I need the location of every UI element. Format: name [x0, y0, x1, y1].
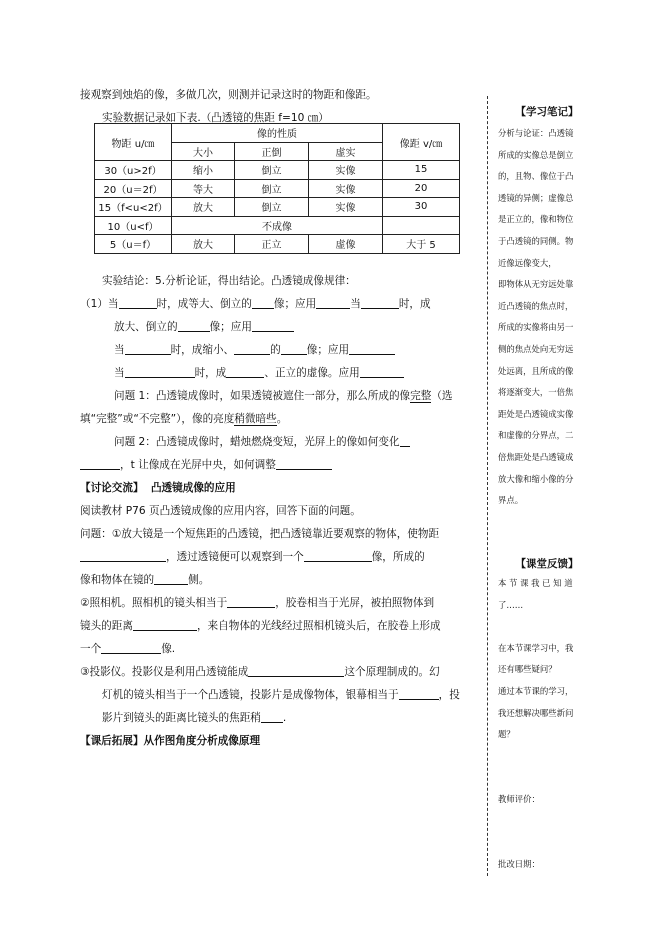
sidebar-line: 题？ — [498, 729, 515, 740]
cell-v: 30 — [383, 198, 460, 217]
cell-u: 15（f<u<2f） — [95, 198, 172, 217]
blank[interactable] — [125, 365, 195, 378]
cell-size: 放大 — [172, 198, 235, 217]
sidebar-line: 近像远像变大， — [498, 257, 557, 268]
table-row — [95, 179, 460, 198]
table-row — [95, 235, 460, 254]
sidebar-line: 所成的实像将由另一 — [498, 322, 574, 333]
table-row — [95, 216, 460, 235]
rule-line-2: 放大、倒立的 像；应用 — [80, 316, 475, 339]
discussion-read: 阅读教材 P76 页凸透镜成像的应用内容，回答下面的问题。 — [80, 505, 361, 517]
feedback-title: 【课堂反馈】 — [515, 558, 579, 570]
sidebar-line: 于凸透镜的同侧。物 — [498, 235, 574, 246]
sub-header-kind: 虚实 — [309, 142, 383, 161]
sidebar-line: 教师评价： — [498, 793, 540, 804]
cell-v — [383, 216, 460, 235]
cell-orient: 倒立 — [235, 198, 309, 217]
blank[interactable] — [80, 549, 166, 562]
blank[interactable] — [400, 434, 410, 447]
record-line: 实验数据记录如下表.（凸透镜的焦距 f=10 ㎝） — [102, 112, 329, 124]
sub-header-orientation: 正倒 — [235, 142, 309, 161]
header-object-distance: 物距 u/㎝ — [95, 124, 172, 161]
cell-orient: 倒立 — [235, 161, 309, 180]
blank[interactable] — [276, 457, 332, 470]
notes-column — [498, 123, 596, 512]
rule-line-4: 当 时，成 、正立的虚像。应用 — [80, 362, 475, 385]
sidebar-line: 放大像和缩小像的分 — [498, 473, 574, 484]
sidebar-line — [498, 616, 596, 638]
question-1-line-2: 填“完整”或“不完整”），像的亮度稍微暗些。 — [80, 413, 288, 425]
sidebar-line: 批改日期： — [498, 858, 540, 869]
cell-kind: 实像 — [309, 161, 383, 180]
cell-orient: 正立 — [235, 235, 309, 254]
notes-title: 【学习笔记】 — [515, 106, 579, 118]
blank[interactable] — [234, 342, 270, 355]
cell-u: 30（u>2f） — [95, 161, 172, 180]
sidebar-line: 倍焦距处是凸透镜成 — [498, 451, 574, 462]
q-magnifier-3: 像和物体在镜的 侧。 — [80, 574, 210, 586]
sidebar-line — [498, 767, 596, 789]
q-camera-3: 一个 像. — [80, 643, 176, 655]
table-row — [95, 161, 460, 180]
q-magnifier-1: 问题：①放大镜是一个短焦距的凸透镜，把凸透镜靠近要观察的物体，使物距 — [80, 528, 440, 540]
sidebar-line: 在本节课学习中，我 — [498, 642, 574, 653]
cell-v: 15 — [383, 161, 460, 180]
blank[interactable] — [252, 296, 274, 309]
sidebar-line: 本 节 课 我 已 知 道 — [498, 578, 573, 588]
sidebar-line: 距处是凸透镜成实像 — [498, 408, 574, 419]
column-divider — [487, 96, 488, 876]
q-camera-1: ②照相机。照相机的镜头相当于 ，胶卷相当于光屏，被拍照物体到 — [80, 597, 435, 609]
blank[interactable] — [252, 319, 294, 332]
blank[interactable] — [349, 342, 395, 355]
blank[interactable] — [80, 457, 120, 470]
sidebar-line: 了…… — [498, 599, 524, 610]
blank[interactable] — [133, 618, 197, 631]
sidebar-line — [498, 832, 596, 854]
blank[interactable] — [227, 595, 275, 608]
blank[interactable] — [154, 572, 188, 585]
q-projector-1: ③投影仪。投影仪是利用凸透镜能成 这个原理制成的。幻 — [80, 666, 440, 678]
cell-u: 5（u＝f） — [95, 235, 172, 254]
cell-v: 20 — [383, 179, 460, 198]
question-2-line-1: 问题 2：凸透镜成像时，蜡烛燃烧变短，光屏上的像如何变化 — [80, 431, 475, 454]
q-camera-2: 镜头的距离 ，来自物体的光线经过照相机镜头后，在胶卷上形成 — [80, 620, 441, 632]
table-row — [95, 124, 460, 143]
blank[interactable] — [304, 549, 372, 562]
blank[interactable] — [316, 296, 350, 309]
rule-line-3: 当 时，成缩小、 的 像；应用 — [80, 339, 475, 362]
sidebar-line: 分析与论证：凸透镜 — [498, 128, 574, 138]
sidebar-line — [498, 811, 596, 833]
sidebar-line: 处远离，且所成的像 — [498, 365, 574, 376]
after-class-heading: 【课后拓展】从作图角度分析成像原理 — [80, 735, 261, 747]
cell-u: 10（u<f） — [95, 216, 172, 235]
sidebar-line: 界点。 — [498, 495, 524, 506]
sidebar-line: 将逐渐变大，一倍焦 — [498, 387, 574, 398]
blank[interactable] — [101, 641, 161, 654]
blank[interactable] — [119, 296, 157, 309]
sidebar-line: 的，且物、像位于凸 — [498, 171, 574, 182]
sidebar-line: 所成的实像总是倒立 — [498, 149, 574, 160]
sidebar-line — [498, 746, 596, 768]
cell-kind: 实像 — [309, 179, 383, 198]
cell-kind: 虚像 — [309, 235, 383, 254]
blank[interactable] — [248, 664, 344, 677]
discussion-heading: 【讨论交流】 凸透镜成像的应用 — [80, 482, 236, 494]
cell-kind: 实像 — [309, 198, 383, 217]
sidebar-line: 侧的焦点处向无穷远 — [498, 343, 574, 354]
sidebar-line: 近凸透镜的焦点时， — [498, 300, 574, 311]
table-row — [95, 198, 460, 217]
blank[interactable] — [281, 342, 307, 355]
blank[interactable] — [399, 687, 439, 700]
blank[interactable] — [226, 365, 264, 378]
sub-header-size: 大小 — [172, 142, 235, 161]
cell-v: 大于 5 — [383, 235, 460, 254]
sidebar-line: 通过本节课的学习， — [498, 685, 574, 696]
sidebar-line: 是正立的，像和物位 — [498, 214, 574, 225]
cell-orient: 倒立 — [235, 179, 309, 198]
cell-size: 放大 — [172, 235, 235, 254]
question-1-line-1: 问题 1：凸透镜成像时，如果透镜被遮住一部分，那么所成的像完整（选 — [114, 390, 453, 402]
conclusion-title: 实验结论：5.分析论证，得出结论。凸透镜成像规律： — [102, 275, 356, 287]
q-projector-3: 影片到镜头的距离比镜头的焦距稍 . — [102, 712, 287, 724]
q-magnifier-2: ，透过透镜便可以观察到一个 像，所成的 — [80, 546, 475, 569]
blank[interactable] — [361, 296, 399, 309]
cell-no-image: 不成像 — [172, 216, 383, 235]
header-image-distance: 像距 v/㎝ — [383, 124, 460, 161]
q-projector-2: 灯机的镜头相当于一个凸透镜，投影片是成像物体，银幕相当于 ，投 — [102, 689, 460, 701]
question-2-line-2: ，t 让像成在光屏中央，如何调整 — [80, 454, 475, 477]
cell-size: 缩小 — [172, 161, 235, 180]
blank[interactable] — [125, 342, 171, 355]
sidebar-line: 还有哪些疑问？ — [498, 664, 557, 675]
blank[interactable] — [360, 365, 404, 378]
sidebar-line: 即物体从无穷远处靠 — [498, 279, 574, 290]
blank[interactable] — [178, 319, 210, 332]
blank[interactable] — [261, 710, 283, 723]
intro-line: 接观察到烛焰的像，多做几次，则测并记录这时的物距和像距。 — [80, 89, 377, 101]
sidebar-line: 和虚像的分界点，二 — [498, 430, 574, 441]
sidebar-line: 我还想解决哪些新问 — [498, 707, 574, 718]
answer-brightness: 稍微暗些 — [234, 413, 277, 425]
conclusion-section — [80, 270, 475, 753]
cell-u: 20（u＝2f） — [95, 179, 172, 198]
rule-line-1: （1）当 时，成等大、倒立的 像；应用 当 时，成 — [80, 298, 431, 310]
header-image-nature: 像的性质 — [172, 124, 383, 143]
data-table — [94, 123, 460, 254]
feedback-column — [498, 573, 596, 875]
cell-size: 等大 — [172, 179, 235, 198]
sidebar-line: 透镜的异侧；虚像总 — [498, 192, 574, 203]
answer-complete: 完整 — [410, 390, 432, 402]
